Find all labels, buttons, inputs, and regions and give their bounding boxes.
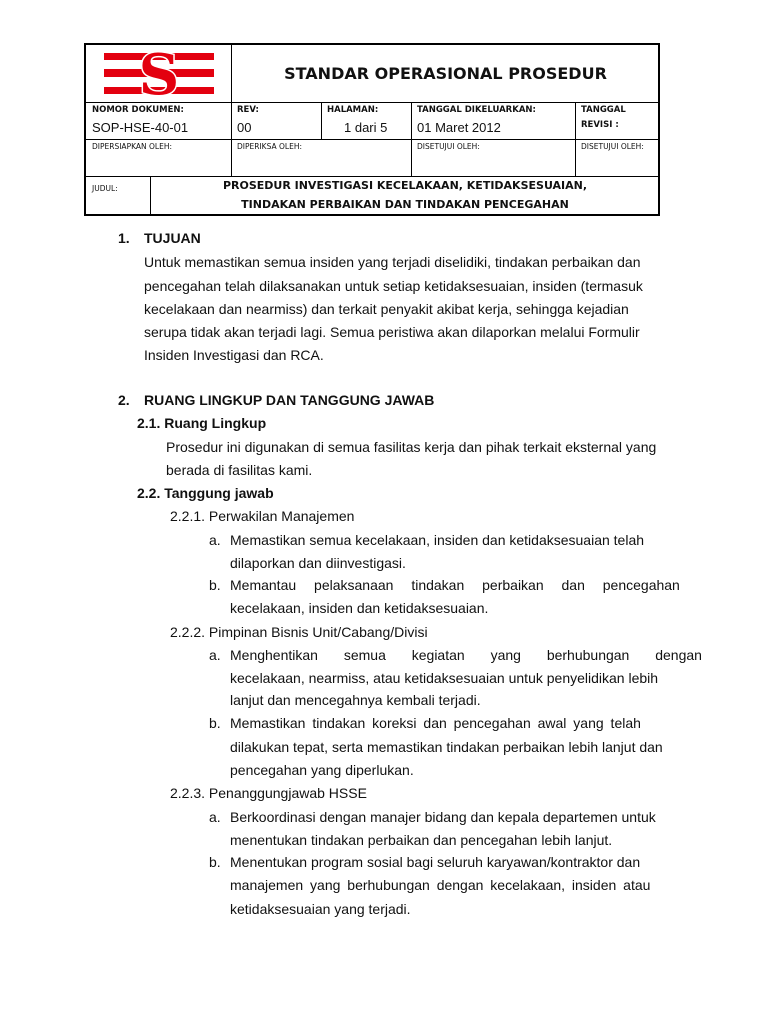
- section-1-line: pencegahan telah dilaksanakan untuk setiap ketidaksesuaian, insiden (termasuk: [144, 278, 643, 294]
- rev-value: 00: [237, 120, 252, 135]
- list-marker: b.: [209, 854, 221, 870]
- section-2-1-title: 2.1. Ruang Lingkup: [137, 415, 267, 431]
- list-item-line: ketidaksesuaian yang terjadi.: [230, 901, 411, 917]
- judul-label: JUDUL:: [92, 184, 118, 193]
- list-marker: b.: [209, 577, 221, 593]
- list-marker: a.: [209, 647, 221, 663]
- section-2-2-1-title: 2.2.1. Perwakilan Manajemen: [170, 508, 355, 524]
- company-logo: [86, 45, 231, 102]
- list-item-line: kecelakaan, nearmiss, atau ketidaksesuaian untuk penyelidikan lebih: [230, 670, 659, 686]
- list-item-line: Memastikan tindakan koreksi dan pencegahan awal yang telah: [230, 715, 641, 731]
- tanggal-revisi-label-1: TANGGAL: [581, 105, 626, 115]
- list-item-line: pencegahan yang diperlukan.: [230, 762, 414, 778]
- tanggal-dikeluarkan-value: 01 Maret 2012: [417, 120, 501, 135]
- section-2-1-line: berada di fasilitas kami.: [166, 462, 313, 478]
- section-1-line: Insiden Investigasi dan RCA.: [144, 347, 324, 363]
- tanggal-dikeluarkan-label: TANGGAL DIKELUARKAN:: [417, 105, 536, 115]
- logo-letter: S: [138, 45, 180, 102]
- diperiksa-label: DIPERIKSA OLEH:: [237, 142, 302, 151]
- dipersiapkan-label: DIPERSIAPKAN OLEH:: [92, 142, 172, 151]
- document-header-table: [84, 43, 660, 216]
- nomor-dokumen-label: NOMOR DOKUMEN:: [92, 105, 184, 115]
- disetujui-label-2: DISETUJUI OLEH:: [581, 142, 644, 151]
- section-2-number: 2.: [118, 392, 130, 408]
- halaman-value: 1 dari 5: [344, 120, 388, 135]
- disetujui-label-1: DISETUJUI OLEH:: [417, 142, 480, 151]
- list-item-line: dilaporkan dan diinvestigasi.: [230, 555, 406, 571]
- logo-s-icon: [86, 45, 231, 102]
- list-marker: b.: [209, 715, 221, 731]
- judul-line-1: PROSEDUR INVESTIGASI KECELAKAAN, KETIDAKSESUAIAN,: [222, 179, 588, 192]
- rev-label: REV:: [237, 105, 259, 115]
- list-marker: a.: [209, 809, 221, 825]
- section-2-2-3-title: 2.2.3. Penanggungjawab HSSE: [170, 785, 367, 801]
- list-item-line: Menentukan program sosial bagi seluruh karyawan/kontraktor dan: [230, 854, 641, 870]
- document-title: STANDAR OPERASIONAL PROSEDUR: [284, 64, 607, 83]
- section-1-line: Untuk memastikan semua insiden yang terjadi diselidiki, tindakan perbaikan dan: [144, 254, 641, 270]
- list-marker: a.: [209, 532, 221, 548]
- list-item-line: Berkoordinasi dengan manajer bidang dan kepala departemen untuk: [230, 809, 656, 825]
- list-item-line: menentukan tindakan perbaikan dan pencegahan lebih lanjut.: [230, 832, 613, 848]
- section-1-line: serupa tidak akan terjadi lagi. Semua peristiwa akan dilaporkan melalui Formulir: [144, 324, 640, 340]
- section-2-2-title: 2.2. Tanggung jawab: [137, 485, 274, 501]
- list-item-line: kecelakaan, insiden dan ketidaksesuaian.: [230, 600, 489, 616]
- section-2-1-line: Prosedur ini digunakan di semua fasilitas kerja dan pihak terkait eksternal yang: [166, 439, 657, 455]
- tanggal-revisi-label-2: REVISI :: [581, 120, 619, 130]
- list-item-line: Memastikan semua kecelakaan, insiden dan ketidaksesuaian telah: [230, 532, 645, 548]
- nomor-dokumen-value: SOP-HSE-40-01: [92, 120, 189, 135]
- section-2-2-2-title: 2.2.2. Pimpinan Bisnis Unit/Cabang/Divisi: [170, 624, 428, 640]
- list-item-line: Memantau pelaksanaan tindakan perbaikan dan pencegahan: [230, 577, 680, 593]
- list-item-line: Menghentikan semua kegiatan yang berhubungan dengan: [230, 647, 702, 663]
- list-item-line: manajemen yang berhubungan dengan kecelakaan, insiden atau: [230, 877, 651, 893]
- section-1-title: TUJUAN: [144, 230, 201, 246]
- list-item-line: lanjut dan mencegahnya kembali terjadi.: [230, 692, 481, 708]
- section-1-number: 1.: [118, 230, 130, 246]
- judul-line-2: TINDAKAN PERBAIKAN DAN TINDAKAN PENCEGAHAN: [241, 198, 569, 211]
- halaman-label: HALAMAN:: [327, 105, 379, 115]
- section-2-title: RUANG LINGKUP DAN TANGGUNG JAWAB: [144, 392, 435, 408]
- section-1-line: kecelakaan dan nearmiss) dan terkait penyakit akibat kerja, sehingga kejadian: [144, 301, 629, 317]
- list-item-line: dilakukan tepat, serta memastikan tindakan perbaikan lebih lanjut dan: [230, 739, 663, 755]
